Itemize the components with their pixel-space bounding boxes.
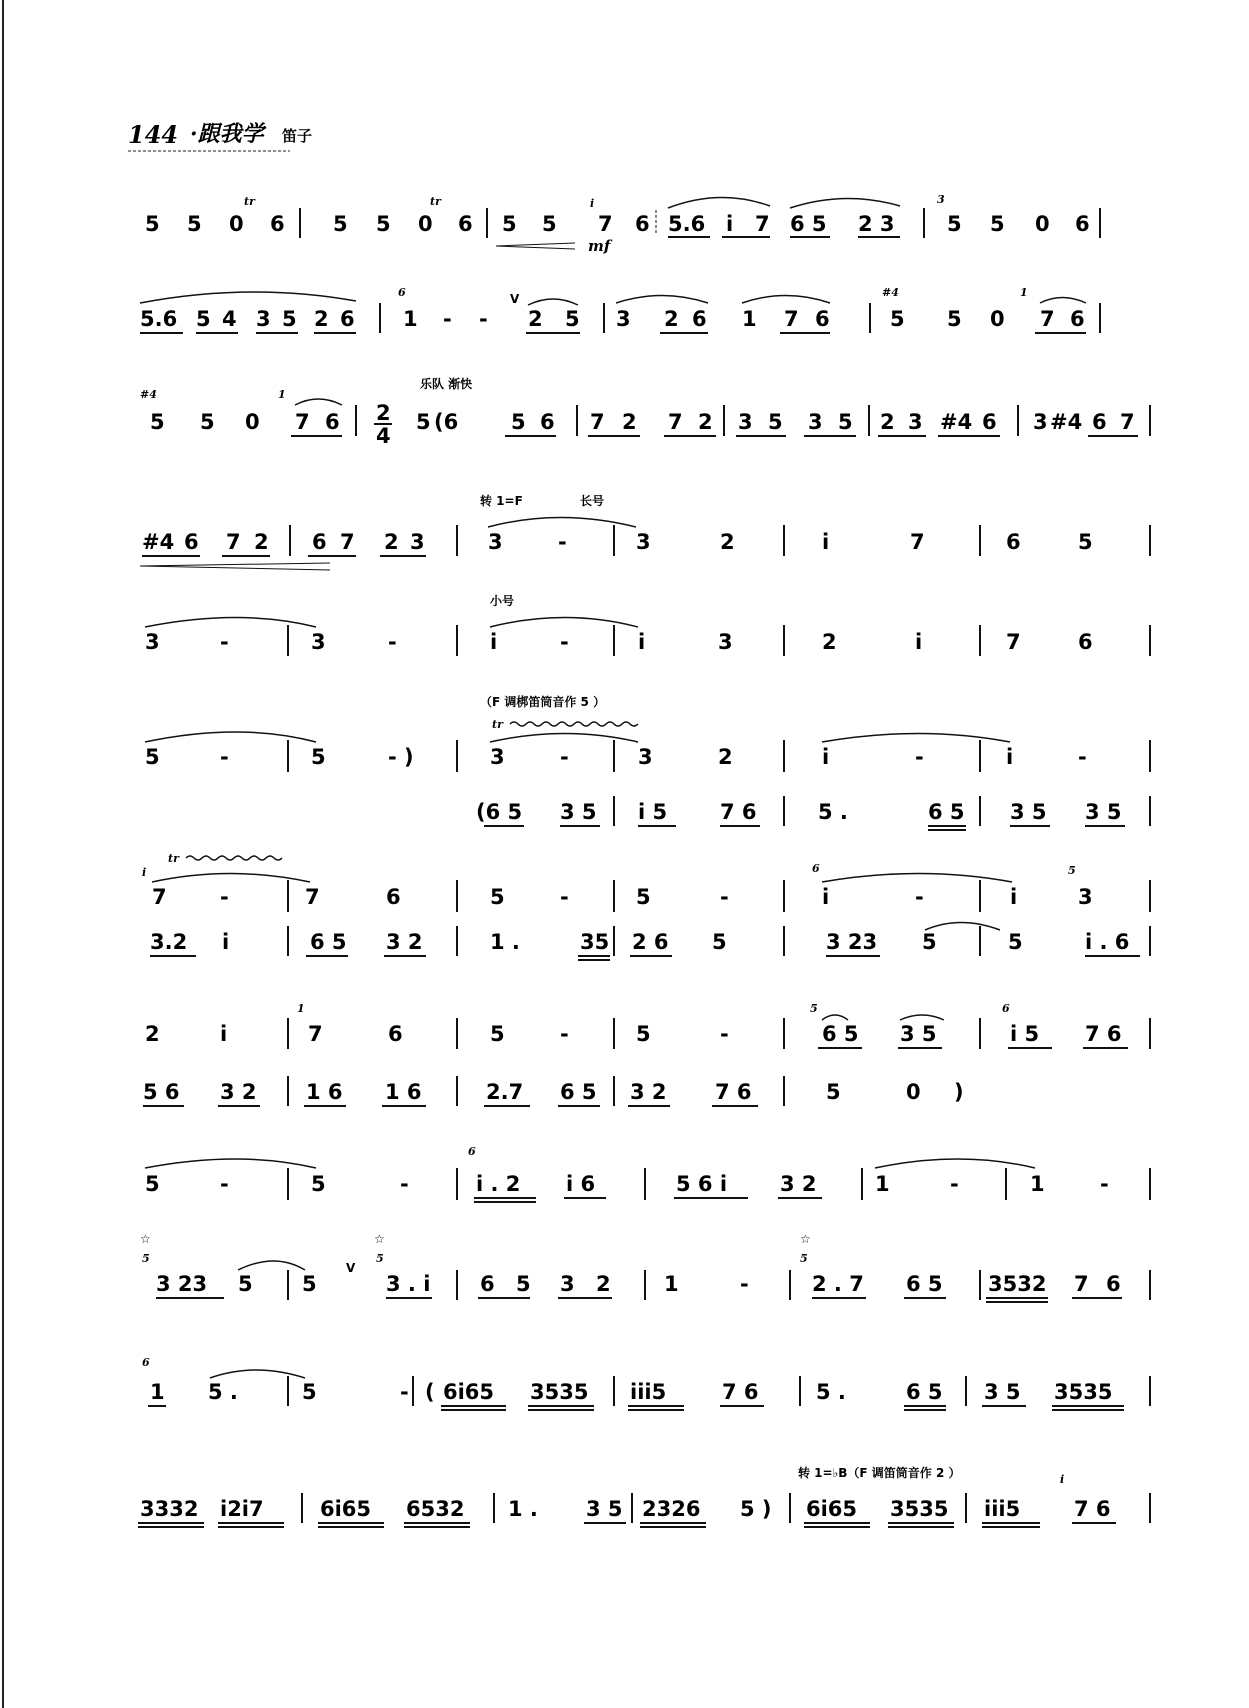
svg-text:6 5: 6 5 (928, 800, 965, 824)
svg-text:5: 5 (376, 212, 391, 236)
svg-text:5: 5 (636, 1022, 651, 1046)
svg-text:6: 6 (1106, 1272, 1121, 1296)
svg-text:7: 7 (308, 1022, 323, 1046)
svg-text:2: 2 (596, 1272, 611, 1296)
svg-text:6: 6 (1006, 530, 1021, 554)
svg-text:7: 7 (1040, 307, 1055, 331)
svg-text:7: 7 (1120, 410, 1135, 434)
svg-text:0: 0 (906, 1080, 921, 1104)
svg-text:2: 2 (718, 745, 733, 769)
svg-text:1: 1 (297, 1002, 305, 1015)
svg-text:7 6: 7 6 (720, 800, 757, 824)
svg-text:-: - (950, 1172, 959, 1196)
svg-text:-: - (560, 630, 569, 654)
svg-text:2 3: 2 3 (858, 212, 895, 236)
svg-text:5: 5 (1078, 530, 1093, 554)
svg-text:2.7: 2.7 (486, 1080, 524, 1104)
svg-text:5: 5 (376, 1252, 384, 1265)
svg-text:5: 5 (238, 1272, 253, 1296)
svg-text:i: i (822, 885, 830, 909)
svg-text:1 .: 1 . (490, 930, 520, 954)
svg-text:5: 5 (565, 307, 580, 331)
system-row-3 (140, 376, 1150, 448)
svg-text:3 5: 3 5 (1085, 800, 1122, 824)
svg-text:2: 2 (664, 307, 679, 331)
svg-text:i 5: i 5 (1010, 1022, 1040, 1046)
svg-text:3: 3 (718, 630, 733, 654)
svg-text:5: 5 (990, 212, 1005, 236)
svg-text:#4: #4 (142, 530, 175, 554)
svg-text:6 5: 6 5 (906, 1272, 943, 1296)
svg-text:-: - (915, 885, 924, 909)
svg-text:1 6: 1 6 (385, 1080, 422, 1104)
svg-text:3 2: 3 2 (630, 1080, 667, 1104)
svg-text:iii5: iii5 (630, 1380, 667, 1404)
svg-text:5: 5 (196, 307, 211, 331)
svg-text:1 6: 1 6 (306, 1080, 343, 1104)
svg-text:6: 6 (540, 410, 555, 434)
svg-text:-: - (220, 630, 229, 654)
svg-text:-: - (388, 630, 397, 654)
instrument-label: 笛子 (282, 127, 313, 145)
svg-text:7: 7 (152, 885, 167, 909)
svg-text:5: 5 (511, 410, 526, 434)
svg-text:7: 7 (305, 885, 320, 909)
svg-text:-: - (443, 307, 452, 331)
svg-text:5 .: 5 . (208, 1380, 238, 1404)
svg-text:3 5: 3 5 (586, 1497, 623, 1521)
svg-text:7 6: 7 6 (1074, 1497, 1111, 1521)
svg-text:6: 6 (812, 862, 820, 875)
svg-text:-: - (720, 1022, 729, 1046)
svg-text:1: 1 (150, 1380, 165, 1404)
svg-text:i: i (915, 630, 923, 654)
svg-text:6: 6 (1075, 212, 1090, 236)
svg-text:5: 5 (150, 410, 165, 434)
svg-text:3332: 3332 (140, 1497, 199, 1521)
svg-text:i: i (490, 630, 498, 654)
system-row-11 (143, 1076, 964, 1106)
svg-text:3: 3 (616, 307, 631, 331)
svg-text:1: 1 (742, 307, 757, 331)
trombone-label: 长号 (580, 494, 605, 508)
svg-text:6: 6 (982, 410, 997, 434)
svg-text:6 5: 6 5 (790, 212, 827, 236)
svg-text:5: 5 (502, 212, 517, 236)
trill-mark: tr (430, 195, 441, 208)
svg-text:3: 3 (311, 630, 326, 654)
svg-text:i 5: i 5 (638, 800, 668, 824)
svg-text:5: 5 (311, 1172, 326, 1196)
svg-text:(6: (6 (434, 410, 459, 434)
svg-text:7: 7 (910, 530, 925, 554)
system-row-5 (145, 593, 1150, 656)
svg-text:#4: #4 (882, 286, 899, 299)
svg-text:6532: 6532 (406, 1497, 465, 1521)
svg-text:6: 6 (1070, 307, 1085, 331)
svg-text:0: 0 (1035, 212, 1050, 236)
dynamic-mf: mf (588, 237, 611, 255)
svg-text:5: 5 (145, 212, 160, 236)
trill-mark: tr (244, 195, 255, 208)
svg-text:-: - (558, 530, 567, 554)
svg-text:2: 2 (822, 630, 837, 654)
orchestra-accel-label: 乐队 渐快 (420, 377, 473, 391)
system-row-12 (145, 1145, 1150, 1202)
svg-text:7: 7 (1006, 630, 1021, 654)
svg-text:5: 5 (490, 885, 505, 909)
page-number: 144 (128, 120, 179, 149)
svg-text:7 6: 7 6 (722, 1380, 759, 1404)
svg-text:i: i (1006, 745, 1014, 769)
svg-text:2326: 2326 (642, 1497, 701, 1521)
svg-text:5: 5 (800, 1252, 808, 1265)
svg-text:3: 3 (1078, 885, 1093, 909)
svg-text:3 5: 3 5 (560, 800, 597, 824)
svg-text:3.2: 3.2 (150, 930, 188, 954)
svg-text:6: 6 (270, 212, 285, 236)
svg-text:7: 7 (1074, 1272, 1089, 1296)
svg-text:7 6: 7 6 (715, 1080, 752, 1104)
svg-text:7: 7 (340, 530, 355, 554)
svg-text:3: 3 (488, 530, 503, 554)
svg-text:i2i7: i2i7 (220, 1497, 264, 1521)
svg-text:6: 6 (184, 530, 199, 554)
svg-text:6: 6 (635, 212, 650, 236)
svg-text:tr: tr (492, 718, 503, 731)
svg-text:5 .: 5 . (818, 800, 848, 824)
svg-text:(6 5: (6 5 (476, 800, 523, 824)
svg-text:#4: #4 (140, 388, 157, 401)
svg-text:7: 7 (226, 530, 241, 554)
svg-text:7: 7 (598, 212, 613, 236)
svg-text:5: 5 (947, 307, 962, 331)
svg-text:3535: 3535 (530, 1380, 589, 1404)
svg-text:-: - (720, 885, 729, 909)
svg-text:V: V (346, 1261, 356, 1275)
svg-text:3 5: 3 5 (1010, 800, 1047, 824)
svg-text:2: 2 (880, 410, 895, 434)
svg-text:3: 3 (410, 530, 425, 554)
svg-text:1: 1 (1030, 1172, 1045, 1196)
svg-text:i: i (590, 197, 595, 210)
svg-text:2: 2 (384, 530, 399, 554)
svg-text:3: 3 (638, 745, 653, 769)
svg-text:- ): - ) (388, 745, 414, 769)
svg-text:3: 3 (145, 630, 160, 654)
time-sig-bottom: 4 (376, 424, 391, 448)
svg-text:3535: 3535 (890, 1497, 949, 1521)
svg-text:-: - (740, 1272, 749, 1296)
svg-text:6i65: 6i65 (320, 1497, 372, 1521)
svg-text:5.6: 5.6 (140, 307, 178, 331)
svg-text:6: 6 (468, 1145, 476, 1158)
svg-text:3: 3 (908, 410, 923, 434)
svg-text:i: i (220, 1022, 228, 1046)
svg-text:): ) (954, 1080, 964, 1104)
svg-text:iii5: iii5 (984, 1497, 1021, 1521)
svg-text:i . 2: i . 2 (476, 1172, 521, 1196)
svg-text:5: 5 (516, 1272, 531, 1296)
svg-text:3 5: 3 5 (984, 1380, 1021, 1404)
svg-text:2: 2 (528, 307, 543, 331)
svg-text:5: 5 (302, 1272, 317, 1296)
svg-text:6: 6 (692, 307, 707, 331)
svg-text:1: 1 (1020, 286, 1028, 299)
svg-text:3: 3 (490, 745, 505, 769)
svg-text:-: - (1100, 1172, 1109, 1196)
svg-text:5: 5 (142, 1252, 150, 1265)
svg-text:☆: ☆ (800, 1232, 811, 1246)
svg-text:4: 4 (222, 307, 237, 331)
svg-text:6: 6 (1092, 410, 1107, 434)
svg-text:2 . 7: 2 . 7 (812, 1272, 864, 1296)
svg-text:6: 6 (388, 1022, 403, 1046)
svg-text:6i65: 6i65 (443, 1380, 495, 1404)
svg-text:i: i (1060, 1473, 1065, 1486)
svg-text:5: 5 (768, 410, 783, 434)
svg-text:#4: #4 (940, 410, 973, 434)
svg-text:3: 3 (256, 307, 271, 331)
system-row-8 (142, 852, 1150, 912)
svg-text:2: 2 (254, 530, 269, 554)
svg-text:7 6: 7 6 (1085, 1022, 1122, 1046)
svg-text:7: 7 (668, 410, 683, 434)
svg-text:(: ( (425, 1380, 435, 1404)
svg-text:5: 5 (200, 410, 215, 434)
svg-text:5: 5 (311, 745, 326, 769)
svg-text:-: - (1078, 745, 1087, 769)
system-row-7 (476, 796, 1150, 830)
svg-text:5: 5 (542, 212, 557, 236)
svg-text:-: - (220, 1172, 229, 1196)
svg-text:6: 6 (312, 530, 327, 554)
svg-text:5: 5 (947, 212, 962, 236)
svg-text:3 2: 3 2 (220, 1080, 257, 1104)
svg-text:1: 1 (403, 307, 418, 331)
system-row-2 (140, 286, 1100, 333)
trumpet-label: 小号 (490, 594, 515, 608)
system-row-13 (140, 1232, 1150, 1302)
svg-text:6 5: 6 5 (906, 1380, 943, 1404)
svg-text:i: i (222, 930, 230, 954)
svg-text:3: 3 (1033, 410, 1048, 434)
svg-text:6 5: 6 5 (822, 1022, 859, 1046)
svg-text:-: - (400, 1172, 409, 1196)
svg-text:6: 6 (325, 410, 340, 434)
svg-text:-: - (479, 307, 488, 331)
svg-text:3: 3 (636, 530, 651, 554)
svg-text:-: - (220, 745, 229, 769)
svg-text:5: 5 (1068, 864, 1076, 877)
svg-text:☆: ☆ (374, 1232, 385, 1246)
svg-text:6: 6 (142, 1356, 150, 1369)
book-title: ·跟我学 (190, 121, 264, 147)
svg-text:6: 6 (1078, 630, 1093, 654)
svg-text:7: 7 (755, 212, 770, 236)
svg-text:3 . i: 3 . i (386, 1272, 431, 1296)
svg-text:5: 5 (636, 885, 651, 909)
svg-text:2: 2 (314, 307, 329, 331)
svg-text:5: 5 (145, 745, 160, 769)
key-change-bb: 转 1=♭B（F 调笛筒音作 2 ） (798, 1466, 961, 1480)
svg-text:35: 35 (580, 930, 610, 954)
svg-text:0: 0 (418, 212, 433, 236)
svg-text:7: 7 (590, 410, 605, 434)
svg-text:0: 0 (229, 212, 244, 236)
svg-text:1: 1 (875, 1172, 890, 1196)
svg-text:5: 5 (826, 1080, 841, 1104)
svg-text:5: 5 (145, 1172, 160, 1196)
system-row-6 (145, 694, 1150, 772)
svg-text:7: 7 (295, 410, 310, 434)
time-sig-top: 2 (376, 401, 391, 425)
svg-text:5: 5 (810, 1002, 818, 1015)
svg-text:5: 5 (302, 1380, 317, 1404)
svg-text:2: 2 (145, 1022, 160, 1046)
system-row-9 (150, 923, 1150, 961)
f-tune-note-1: （F 调梆笛筒音作 5 ） (480, 695, 606, 709)
svg-text:5: 5 (838, 410, 853, 434)
svg-text:6: 6 (386, 885, 401, 909)
svg-text:5 6 i: 5 6 i (676, 1172, 728, 1196)
system-row-4 (140, 493, 1150, 570)
svg-text:5: 5 (416, 410, 431, 434)
svg-text:6 5: 6 5 (310, 930, 347, 954)
svg-text:3: 3 (937, 193, 945, 206)
svg-text:5: 5 (282, 307, 297, 331)
svg-text:i: i (726, 212, 734, 236)
svg-text:5.6: 5.6 (668, 212, 706, 236)
svg-text:i: i (638, 630, 646, 654)
system-row-15 (138, 1465, 1150, 1527)
svg-text:i: i (1010, 885, 1018, 909)
key-change-f: 转 1=F (480, 494, 523, 508)
svg-text:-: - (915, 745, 924, 769)
svg-text:3: 3 (808, 410, 823, 434)
svg-text:-: - (560, 1022, 569, 1046)
svg-text:5 ): 5 ) (740, 1497, 772, 1521)
svg-text:1: 1 (278, 388, 286, 401)
svg-text:3 23: 3 23 (826, 930, 878, 954)
svg-text:6: 6 (1002, 1002, 1010, 1015)
svg-text:3 5: 3 5 (900, 1022, 937, 1046)
svg-text:i: i (822, 530, 830, 554)
svg-text:-: - (400, 1380, 409, 1404)
svg-text:5: 5 (1008, 930, 1023, 954)
svg-text:☆: ☆ (140, 1232, 151, 1246)
svg-text:3535: 3535 (1054, 1380, 1113, 1404)
svg-text:V: V (510, 292, 520, 306)
svg-text:-: - (220, 885, 229, 909)
svg-text:i: i (142, 866, 147, 879)
svg-text:2: 2 (622, 410, 637, 434)
system-row-14 (142, 1356, 1150, 1410)
svg-text:5: 5 (890, 307, 905, 331)
svg-text:2: 2 (720, 530, 735, 554)
svg-text:3 23: 3 23 (156, 1272, 208, 1296)
svg-text:5: 5 (187, 212, 202, 236)
svg-text:5: 5 (712, 930, 727, 954)
svg-text:5 .: 5 . (816, 1380, 846, 1404)
svg-text:2: 2 (698, 410, 713, 434)
svg-text:6i65: 6i65 (806, 1497, 858, 1521)
svg-text:-: - (560, 745, 569, 769)
svg-text:tr: tr (168, 852, 179, 865)
svg-text:3 2: 3 2 (780, 1172, 817, 1196)
svg-text:7: 7 (784, 307, 799, 331)
svg-text:0: 0 (990, 307, 1005, 331)
svg-text:6 5: 6 5 (560, 1080, 597, 1104)
svg-text:i . 6: i . 6 (1085, 930, 1130, 954)
svg-text:5: 5 (333, 212, 348, 236)
svg-text:i: i (822, 745, 830, 769)
svg-text:#4: #4 (1050, 410, 1083, 434)
svg-text:2 6: 2 6 (632, 930, 669, 954)
svg-text:6: 6 (340, 307, 355, 331)
system-row-1 (145, 193, 1100, 255)
svg-text:3532: 3532 (988, 1272, 1047, 1296)
svg-text:i 6: i 6 (566, 1172, 596, 1196)
svg-text:6: 6 (398, 286, 406, 299)
svg-text:6: 6 (815, 307, 830, 331)
system-row-10 (145, 1002, 1150, 1049)
svg-text:3: 3 (738, 410, 753, 434)
svg-text:-: - (560, 885, 569, 909)
svg-text:6: 6 (458, 212, 473, 236)
svg-text:1: 1 (664, 1272, 679, 1296)
svg-text:5 6: 5 6 (143, 1080, 180, 1104)
svg-text:0: 0 (245, 410, 260, 434)
svg-text:3 2: 3 2 (386, 930, 423, 954)
svg-text:5: 5 (922, 930, 937, 954)
svg-text:1 .: 1 . (508, 1497, 538, 1521)
svg-text:3: 3 (560, 1272, 575, 1296)
svg-text:6: 6 (480, 1272, 495, 1296)
svg-text:5: 5 (490, 1022, 505, 1046)
